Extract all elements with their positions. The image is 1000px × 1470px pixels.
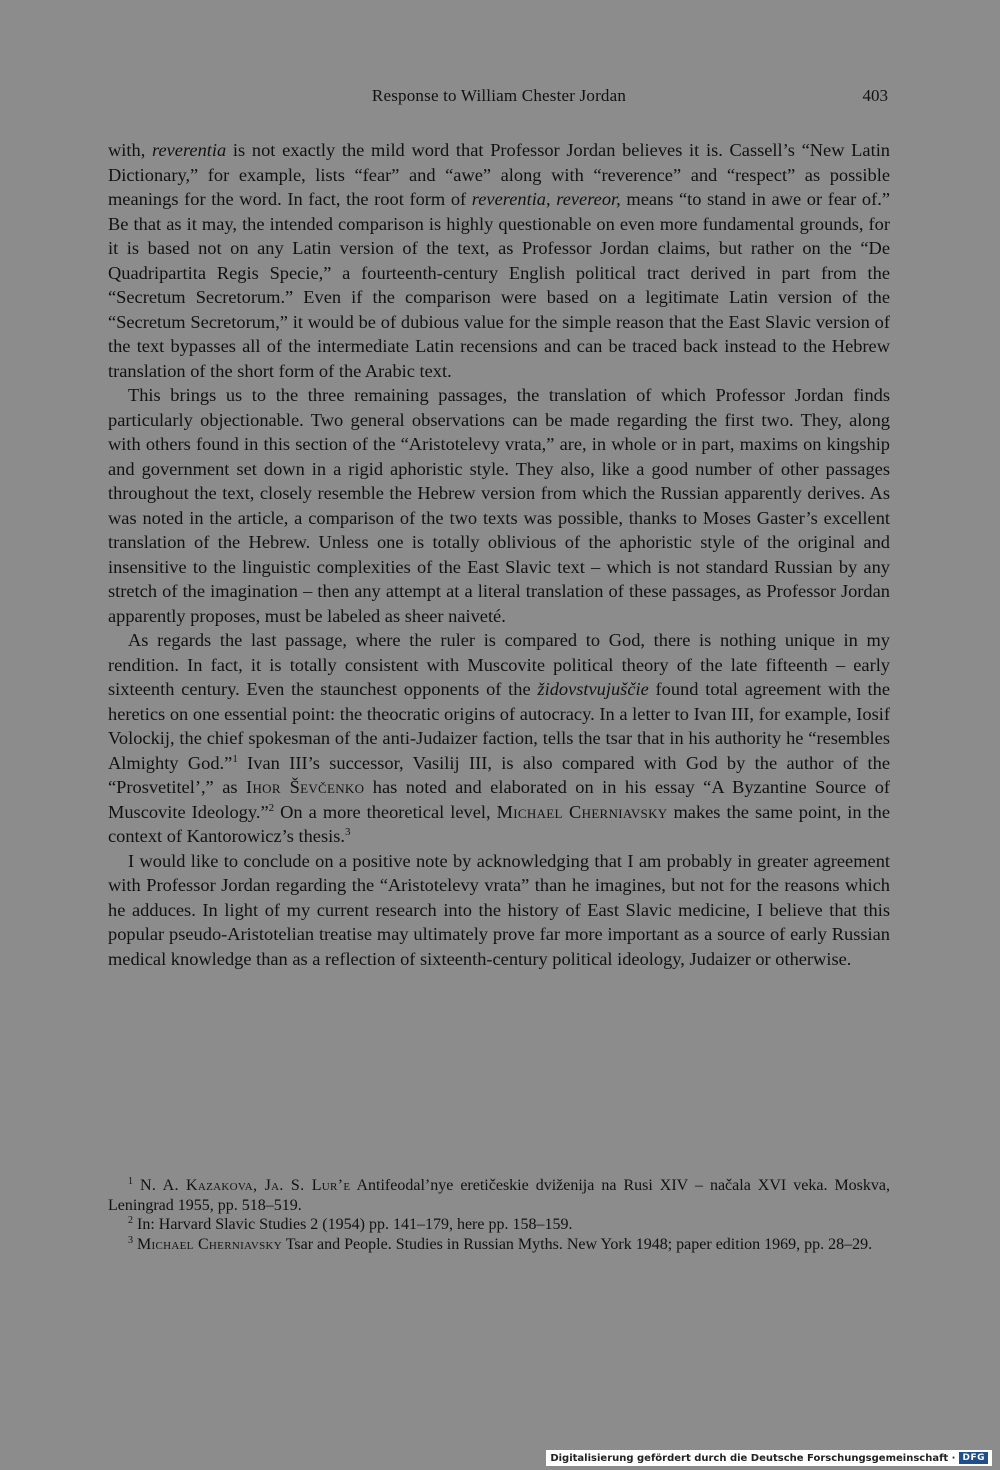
footnote-2: [108, 1215, 890, 1235]
paragraph-4: I would like to conclude on a positive note by acknowledging that I am probably in greater agreement with Professor Jordan regarding the “Aristotelevy vrata” than he imagines, but not for the reasons which he adduces. In light of my current research into the history of East Slavic medicine, I believe that this popular pseudo-Aristotelian treatise may ultimately prove far more important as a source of early Russian medical knowledge than as a reflection of sixteenth-century political ideology, Judaizer or otherwise.: [108, 850, 890, 969]
dfg-logo-icon: DFG: [959, 1452, 988, 1464]
paragraph-3-text-e: On a more theoretical level,: [274, 801, 497, 822]
paragraph-3-text-d: has noted and elaborated on in his essay “A Byzantine Source of Muscovite Ideology.”: [108, 777, 891, 822]
footnote-text: Tsar and People. Studies in Russian Myths. New York 1948; paper edition 1969, pp. 28–29.: [282, 1235, 873, 1253]
page-number: 403: [862, 86, 888, 105]
paragraph-1-text-b: is not exactly the mild word that Professor Jordan believes it is. Cassell’s “New Latin Dictionary,” for example, lists “fear” and “awe” along with “reverence” and “respect” as possible meanings for the word. In fact, the root form of: [108, 140, 890, 209]
paragraph-1-text-c: means “to stand in awe or fear of.” Be that as it may, the intended comparison is highly questionable on even more fundamental grounds, for it is based not on any Latin version of the text, as Professor Jordan claims, but rather on the “De Quadripartita Regis Specie,” a fourteenth-century English political tract derived in part from the “Secretum Secretorum.” Even if the comparison were based on a legitimate Latin version of the “Secretum Secretorum,” it would be of dubious value for the simple reason that the East Slavic version of the text bypasses all of the intermediate Latin recensions and can be traced back instead to the Hebrew translation of the short form of the Arabic text.: [108, 189, 890, 381]
paragraph-3-text-a: As regards the last passage, where the ruler is compared to God, there is nothing unique in my rendition. In fact, it is totally consistent with Muscovite political theory of the late fifteenth – early sixteenth century. Even the staunchest opponents of the: [108, 630, 890, 699]
italic-term-zidovstvujuscie: židovstvujuščie: [537, 679, 649, 699]
footnote-text: In: Harvard Slavic Studies 2 (1954) pp. 141–179, here pp. 158–159.: [133, 1216, 573, 1233]
body-text: [108, 138, 890, 971]
footnote-author: Michael Cherniavsky: [137, 1235, 283, 1253]
footnote-ref-1: 1: [232, 752, 238, 765]
footnote-mark: 3: [128, 1234, 133, 1246]
running-title: Response to William Chester Jordan: [371, 86, 627, 105]
footnote-ref-2: 2: [268, 801, 275, 814]
author-name-cherniavsky: Michael Cherniavsky: [496, 801, 668, 822]
digitization-text: Digitalisierung gefördert durch die Deutsche Forschungsgemeinschaft ·: [550, 1452, 956, 1464]
paragraph-1-text-a: with,: [108, 140, 152, 160]
footnotes: [108, 1176, 890, 1254]
italic-term-reverentia: reverentia: [152, 140, 227, 160]
paragraph-3-text-c: Ivan III’s successor, Vasilij III, is also compared with God by the author of the “Prosvetitel’,” as: [108, 752, 890, 797]
author-name-sevcenko: Ihor Ševčenko: [246, 777, 365, 797]
footnote-ref-3: 3: [344, 826, 351, 838]
footnote-3: [108, 1235, 890, 1255]
paragraph-2: This brings us to the three remaining passages, the translation of which Professor Jordan finds particularly objectionable. Two general observations can be made regarding the first two. They, along with others found in this section of the “Aristotelevy vrata,” are, in whole or in part, maxims on kingship and government set down in a rigid aphoristic style. They also, like a good number of other passages throughout the text, closely resemble the Hebrew version from which the Russian apparently derives. As was noted in the article, a comparison of the two texts was possible, thanks to Moses Gaster’s excellent translation of the Hebrew. Unless one is totally oblivious of the aphoristic style of the original and insensitive to the linguistic complexities of the East Slavic text – which is not standard Russian by any stretch of the imagination – then any attempt at a literal translation of these passages, as Professor Jordan apparently proposes, must be labeled as sheer naiveté.: [108, 385, 890, 626]
footnote-mark: 2: [128, 1215, 133, 1226]
paragraph-3: [108, 628, 890, 849]
paragraph-1: [108, 138, 890, 383]
footnote-mark: 1: [128, 1176, 133, 1187]
running-header: [108, 86, 890, 114]
italic-term-revereor: reverentia, revereor,: [471, 189, 621, 209]
paragraph-3-text-b: found total agreement with the heretics on one essential point: the theocratic origins of autocracy. In a letter to Ivan III, for example, Iosif Volockij, the chief spokesman of the anti-Judaizer faction, tells the tsar that in his authority he “resembles Almighty God.”: [108, 679, 890, 773]
digitization-credit: [546, 1450, 992, 1466]
footnote-text: Antifeodal’nye eretičeskie dviženija na Rusi XIV – načala XVI veka. Moskva, Leningrad 1955, pp. 518–519.: [108, 1177, 891, 1214]
footnote-author: N. A. Kazakova, Ja. S. Lur’e: [140, 1177, 351, 1194]
footnote-1: [108, 1176, 890, 1215]
paragraph-3-text-f: makes the same point, in the context of Kantorowicz’s thesis.: [108, 801, 891, 846]
